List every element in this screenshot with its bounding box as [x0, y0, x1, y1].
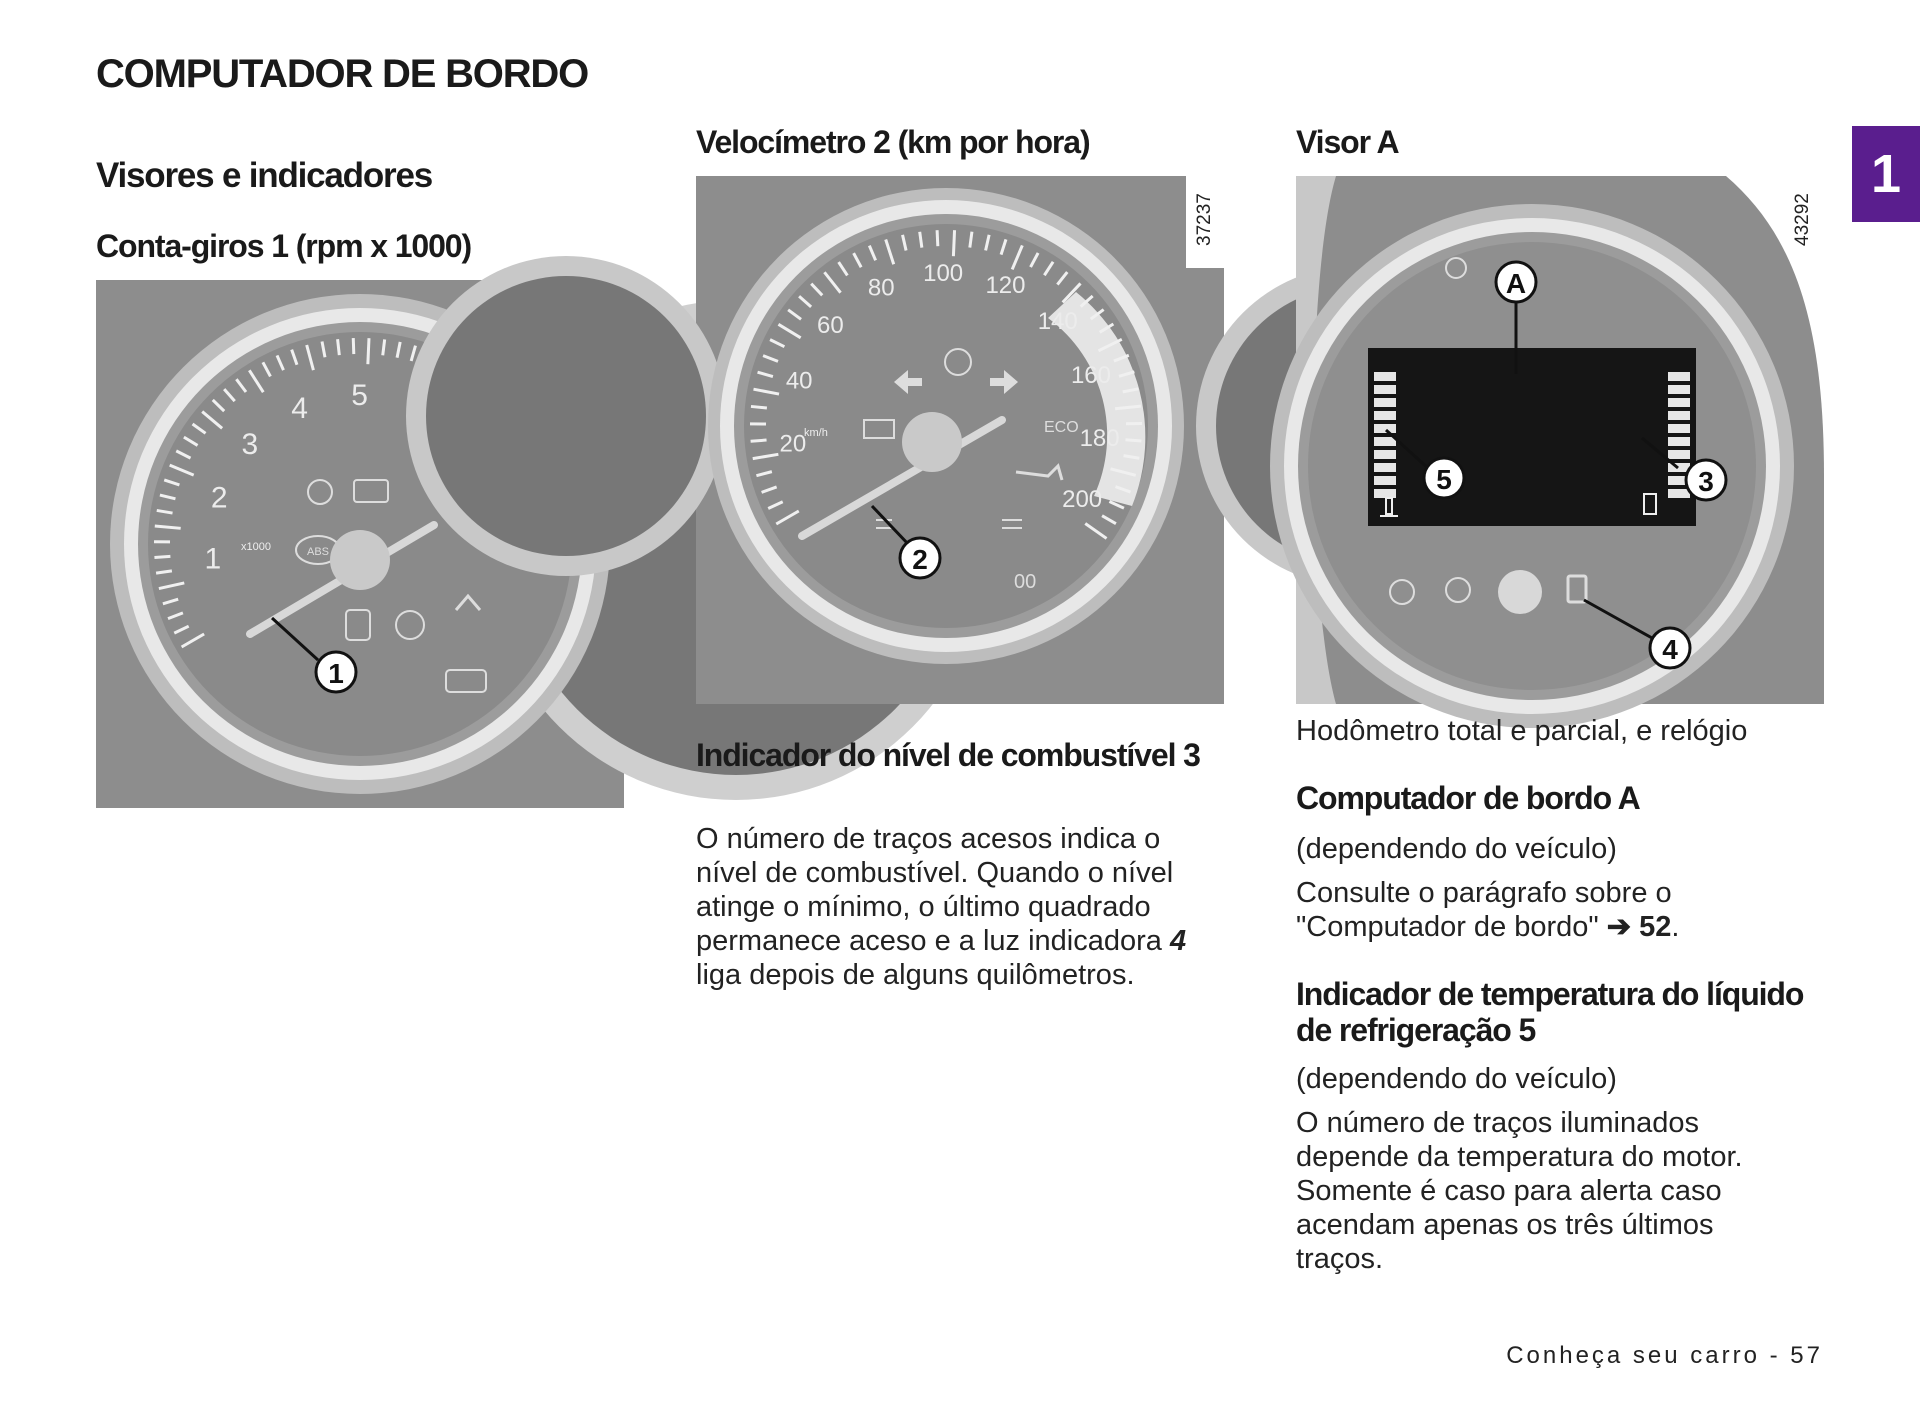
- level-bar: [1668, 372, 1690, 381]
- gauge-label: 160: [1070, 362, 1112, 390]
- callout-3: 3: [1698, 466, 1714, 497]
- callout-4: 4: [1662, 634, 1678, 665]
- page-footer: [1506, 1342, 1823, 1370]
- gauge-tick: [383, 339, 385, 355]
- level-bar: [1374, 398, 1396, 407]
- callout-5: 5: [1436, 464, 1452, 495]
- gauge-label: 1: [204, 542, 222, 576]
- level-bar: [1668, 437, 1690, 446]
- level-bar: [1668, 411, 1690, 420]
- trip-reference-text: Consulte o parágrafo sobre o "Computador de bordo": [1296, 877, 1672, 943]
- gauge-label: 5: [351, 379, 368, 413]
- level-bar: [1374, 385, 1396, 394]
- level-bar: [1374, 437, 1396, 446]
- level-bar: [1374, 424, 1396, 433]
- tach-unit: x1000: [241, 541, 271, 553]
- tachometer-subtitle: Conta-giros 1 (rpm x 1000): [96, 228, 472, 264]
- gauge-tick: [353, 338, 354, 354]
- chapter-tab: 1: [1852, 126, 1920, 222]
- level-bar: [1374, 411, 1396, 420]
- figure-number-43292: 43292: [1792, 193, 1813, 246]
- gauge-label: 140: [1037, 308, 1078, 336]
- level-bar: [1374, 372, 1396, 381]
- gauge-label: 4: [291, 391, 308, 425]
- gauge-tick: [338, 339, 340, 355]
- callout-a: A: [1505, 268, 1527, 299]
- speedometer-subtitle: Velocímetro 2 (km por hora): [696, 124, 1090, 160]
- section-title: Visores e indicadores: [96, 156, 432, 195]
- display-subtitle: Visor A: [1296, 124, 1399, 160]
- gauge-tick: [953, 230, 954, 256]
- gauge-label: 200: [1062, 485, 1103, 513]
- page-number: 57: [1790, 1342, 1823, 1369]
- level-bar: [1668, 489, 1690, 498]
- footer-text: Conheça seu carro -: [1506, 1342, 1791, 1369]
- speedometer-figure: [696, 176, 1224, 704]
- gauge-label: 20: [779, 430, 807, 458]
- level-bar: [1374, 476, 1396, 485]
- callout-1: 1: [328, 658, 344, 689]
- trip-dependency: (dependendo do veículo): [1296, 833, 1617, 865]
- gauge-label: 120: [985, 271, 1026, 299]
- display-figure: [1296, 176, 1824, 704]
- gauge-label: 180: [1079, 424, 1120, 452]
- fuel-text-part-2: liga depois de alguns quilômetros.: [696, 959, 1135, 991]
- gauge-tick: [1125, 440, 1141, 441]
- gauge-label: 80: [867, 274, 895, 302]
- trip-computer-title: Computador de bordo A: [1296, 780, 1640, 816]
- gauge-tick: [970, 232, 972, 248]
- gauge-label: 40: [785, 367, 813, 395]
- level-bar: [1668, 385, 1690, 394]
- eco-label: ECO: [1044, 419, 1079, 436]
- temp-dependency: (dependendo do veículo): [1296, 1063, 1617, 1095]
- figure-number-37237: 37237: [1194, 193, 1215, 246]
- trip-end: .: [1671, 911, 1680, 943]
- svg-text:00: 00: [1014, 571, 1037, 593]
- arrow-right-icon: ➔: [1606, 911, 1632, 943]
- level-bar: [1374, 450, 1396, 459]
- fuel-indicator-text: [696, 822, 1226, 992]
- level-bar: [1668, 398, 1690, 407]
- gauge-tick: [368, 338, 369, 364]
- gauge-tick: [751, 440, 767, 441]
- fuel-text-part-1: O número de traços acesos indica o nível de combustível. Quando o nível atinge o mínimo, o último quadrado permanece aceso e a luz indicadora: [696, 823, 1174, 957]
- gauge-label: 60: [817, 312, 844, 340]
- level-bar: [1668, 424, 1690, 433]
- callout-2: 2: [912, 544, 928, 575]
- fuel-indicator-title: Indicador do nível de combustível 3: [696, 737, 1200, 773]
- trip-computer-text: [1296, 832, 1816, 954]
- gauge-tick: [937, 230, 938, 246]
- gauge-tick: [154, 556, 170, 557]
- display-caption: Hodômetro total e parcial, e relógio: [1296, 715, 1748, 747]
- temperature-indicator-title: Indicador de temperatura do líquido de refrigeração 5: [1296, 976, 1804, 1048]
- level-bar: [1374, 489, 1396, 498]
- gauge-label: 100: [923, 260, 964, 288]
- page-title: COMPUTADOR DE BORDO: [96, 52, 589, 96]
- svg-text:ABS: ABS: [306, 546, 330, 558]
- gauge-label: 3: [241, 428, 259, 462]
- level-bar: [1668, 450, 1690, 459]
- gauge-tick: [751, 406, 767, 408]
- fuel-text-ref: 4: [1169, 925, 1187, 957]
- trip-page-link[interactable]: 52: [1639, 911, 1672, 943]
- level-bar: [1374, 463, 1396, 472]
- temperature-indicator-text: [1296, 1062, 1796, 1286]
- gauge-label: 2: [210, 481, 228, 515]
- gauge-tick: [920, 232, 922, 248]
- temp-description: O número de traços iluminados depende da temperatura do motor. Somente é caso para alerta caso acendam apenas os três últimos traços.: [1296, 1107, 1743, 1275]
- speed-unit: km/h: [804, 427, 828, 439]
